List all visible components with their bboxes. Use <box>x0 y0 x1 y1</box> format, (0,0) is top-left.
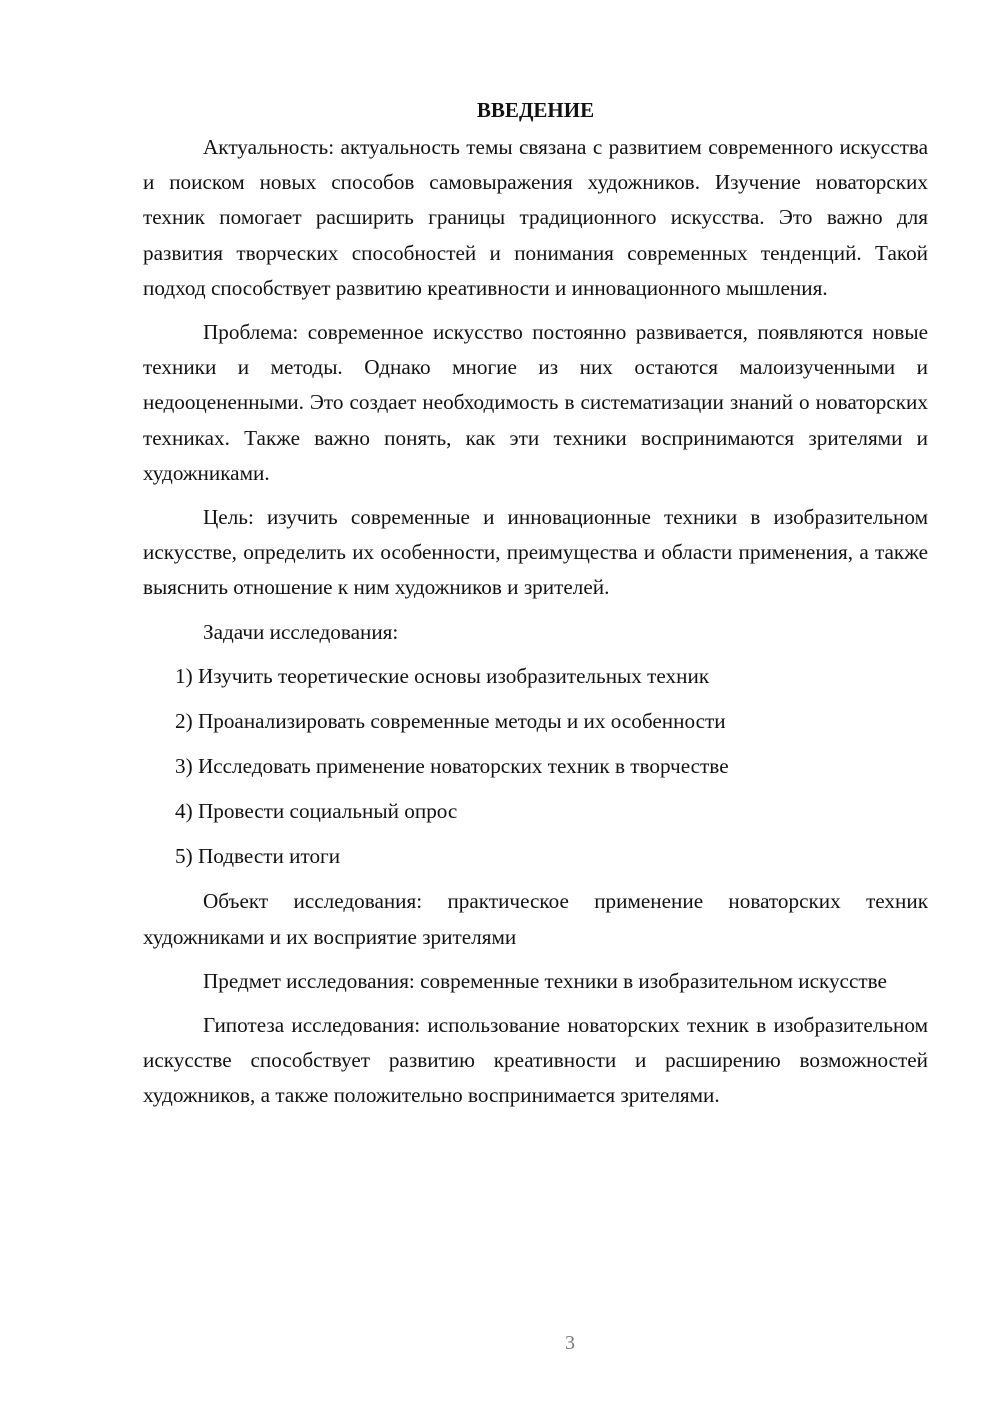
subject-paragraph: Предмет исследования: современные техники в изобразительном искусстве <box>203 968 887 993</box>
task-item-1: 1) Изучить теоретические основы изобразительных техник <box>175 663 710 688</box>
task-item-2: 2) Проанализировать современные методы и их особенности <box>175 708 726 733</box>
problem-paragraph: Проблема: современное искусство постоянно развивается, появляются новые техники и методы. Однако многие из них остаются малоизученными и недооцененными. Это создает необходимость в систематизации знаний о новаторских техниках. Также важно понять, как эти техники воспринимаются зрителями и художниками. <box>143 320 928 485</box>
task-item-5: 5) Подвести итоги <box>175 844 341 869</box>
tasks-label: Задачи исследования: <box>203 619 399 644</box>
document-page <box>143 95 928 1123</box>
relevance-paragraph: Актуальность: актуальность темы связана с развитием современного искусства и поиском новых способов самовыражения художников. Изучение новаторских техник помогает расширить границы традиционного искусства. Это важно для развития творческих способностей и понимания современных тенденций. Такой подход способствует развитию креативности и инновационного мышления. <box>143 135 928 300</box>
hypothesis-paragraph: Гипотеза исследования: использование новаторских техник в изобразительном искусстве способствует развитию креативности и расширению возможностей художников, а также положительно воспринимается зрителями. <box>143 1012 928 1108</box>
goal-paragraph: Цель: изучить современные и инновационные техники в изобразительном искусстве, определить их особенности, преимущества и области применения, а также выяснить отношение к ним художников и зрителей. <box>143 505 928 600</box>
task-item-4: 4) Провести социальный опрос <box>175 799 458 824</box>
task-item-3: 3) Исследовать применение новаторских техник в творчестве <box>175 754 729 779</box>
page-number: 3 <box>565 1332 575 1354</box>
page-title: ВВЕДЕНИЕ <box>476 98 595 122</box>
object-paragraph: Объект исследования: практическое применение новаторских техник художниками и их восприятие зрителями <box>143 889 928 949</box>
